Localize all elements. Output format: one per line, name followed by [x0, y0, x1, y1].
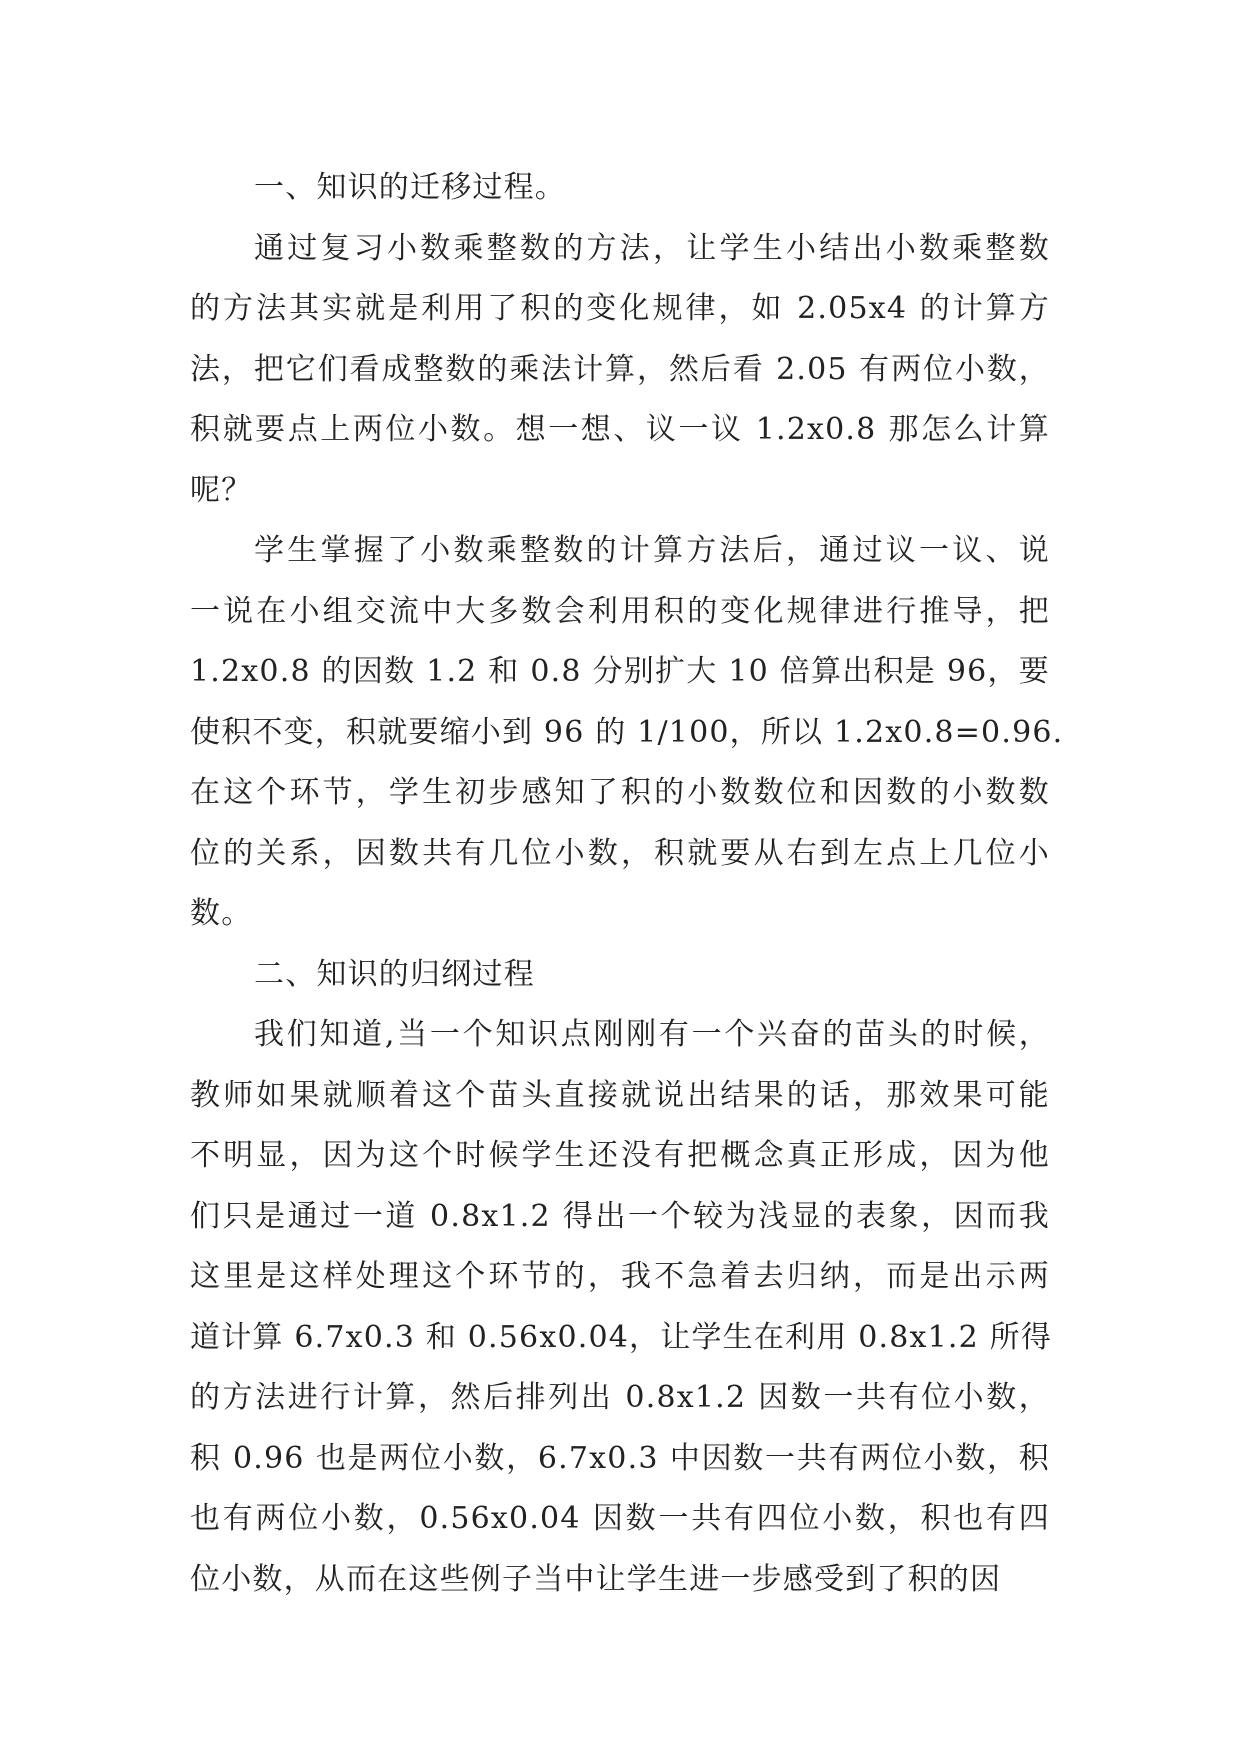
document-body: [190, 158, 1064, 1610]
text-line: 在这个环节，学生初步感知了积的小数数位和因数的小数数: [190, 775, 1050, 810]
text-line: 学生掌握了小数乘整数的计算方法后，通过议一议、说: [254, 533, 1050, 568]
text-line: 教师如果就顺着这个苗头直接就说出结果的话，那效果可能: [190, 1077, 1050, 1113]
text-line: 的方法进行计算，然后排列出 0.8x1.2 因数一共有位小数，: [190, 1380, 1050, 1415]
text-line: 们只是通过一道 0.8x1.2 得出一个较为浅显的表象，因而我: [190, 1198, 1050, 1234]
text-line: 一说在小组交流中大多数会利用积的变化规律进行推导，把: [190, 593, 1050, 629]
text-line: 我们知道,当一个知识点刚刚有一个兴奋的苗头的时候，: [254, 1017, 1050, 1052]
text-line: 道计算 6.7x0.3 和 0.56x0.04，让学生在利用 0.8x1.2 所得: [190, 1319, 1053, 1355]
text-line: 也有两位小数，0.56x0.04 因数一共有四位小数，积也有四: [190, 1501, 1050, 1536]
paragraph: [190, 219, 1050, 522]
text-line: 这里是这样处理这个环节的，我不急着去归纳，而是出示两: [190, 1259, 1050, 1294]
text-line: 位的关系，因数共有几位小数，积就要从右到左点上几位小: [190, 835, 1050, 871]
text-line: 不明显，因为这个时候学生还没有把概念真正形成，因为他: [190, 1138, 1050, 1173]
text-line: 位小数，从而在这些例子当中让学生进一步感受到了积的因: [190, 1561, 1002, 1597]
text-line: 通过复习小数乘整数的方法，让学生小结出小数乘整数: [254, 230, 1050, 266]
text-line: 的方法其实就是利用了积的变化规律，如 2.05x4 的计算方: [190, 291, 1050, 326]
text-line: 使积不变，积就要缩小到 96 的 1/100，所以 1.2x0.8=0.96.: [190, 714, 1064, 750]
section-heading: 一、知识的迁移过程。: [254, 170, 566, 205]
text-line: 积 0.96 也是两位小数，6.7x0.3 中因数一共有两位小数，积: [190, 1440, 1050, 1476]
text-line: 积就要点上两位小数。想一想、议一议 1.2x0.8 那怎么计算: [190, 412, 1050, 447]
text-line: 1.2x0.8 的因数 1.2 和 0.8 分别扩大 10 倍算出积是 96，要: [190, 654, 1050, 689]
paragraph: [190, 1005, 1053, 1610]
text-line: 数。: [190, 896, 253, 931]
text-line: 呢？: [190, 472, 253, 508]
section-heading: 二、知识的归纲过程: [254, 956, 535, 992]
text-line: 法，把它们看成整数的乘法计算，然后看 2.05 有两位小数，: [190, 351, 1050, 387]
paragraph: [190, 521, 1064, 945]
